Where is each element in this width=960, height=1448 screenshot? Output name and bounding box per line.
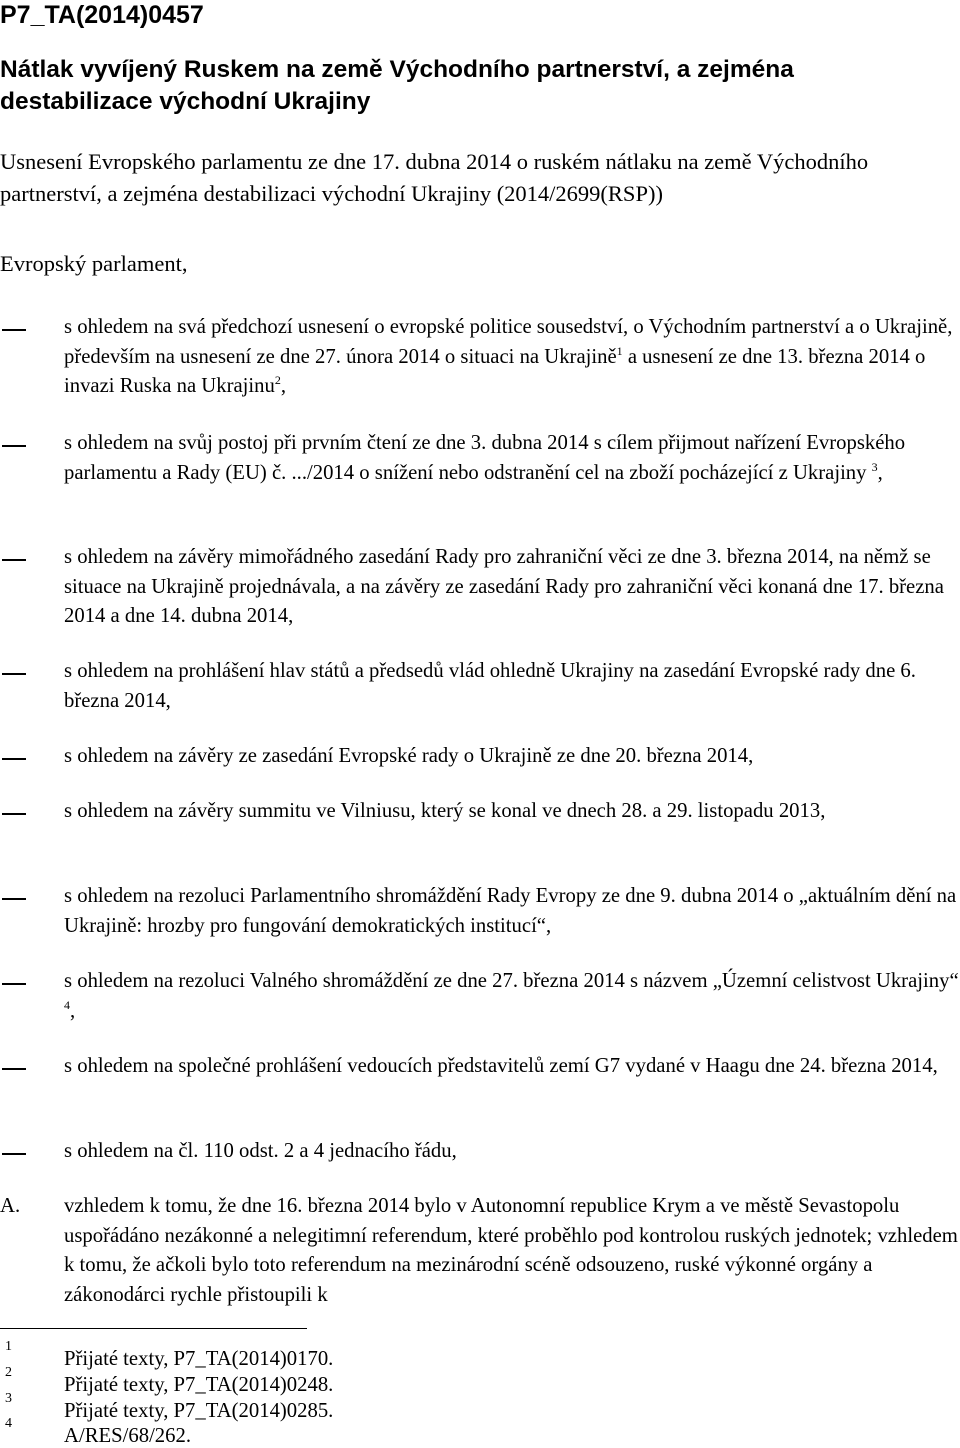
footnote-text: A/RES/68/262. (64, 1425, 192, 1447)
footnote-ref: 2 (274, 373, 281, 388)
document-id: P7_TA(2014)0457 (0, 1, 204, 29)
citation-text: s ohledem na svůj postoj při prvním čtení ze dne 3. dubna 2014 s cílem přijmout nařízení Evropského parlamentu a Rady (EU) č. .../2014 o snížení nebo odstranění cel na zboží pocházející z Ukrajiny $^3$, (64, 432, 906, 484)
dash-bullet (0, 429, 30, 461)
document-title: Nátlak vyvíjený Ruskem na země Východního partnerství, a zejména destabilizace východní Ukrajiny (0, 56, 794, 115)
footnote-number: 1 (5, 1339, 12, 1354)
citation-text: s ohledem na společné prohlášení vedoucích představitelů zemí G7 vydané v Haagu dne 24. března 2014, (64, 1055, 938, 1077)
citation-text: s ohledem na rezoluci Parlamentního shromáždění Rady Evropy ze dne 9. dubna 2014 o „aktuálním dění na Ukrajině: hrozby pro fungování demokratických institucí“, (64, 885, 957, 937)
dash-bullet (0, 967, 30, 999)
dash-bullet (0, 797, 30, 829)
footnote-text: Přijaté texty, P7_TA(2014)0248. (64, 1374, 334, 1396)
citation-text: s ohledem na čl. 110 odst. 2 a 4 jednacího řádu, (64, 1140, 457, 1162)
intro-line: Evropský parlament, (0, 251, 188, 276)
footnote-ref: 1 (616, 343, 623, 358)
footnote-text: Přijaté texty, P7_TA(2014)0170. (64, 1348, 334, 1370)
citation-text: s ohledem na rezoluci Valného shromáždění ze dne 27. března 2014 s názvem „Územní celistvost Ukrajiny“ $^4$, (64, 970, 959, 1022)
footnote-number: 4 (5, 1416, 12, 1431)
citation-text: s ohledem na závěry ze zasedání Evropské rady o Ukrajině ze dne 20. března 2014, (64, 745, 754, 767)
footnote-text: Přijaté texty, P7_TA(2014)0285. (64, 1400, 334, 1422)
citation-text: s ohledem na závěry mimořádného zasedání Rady pro zahraniční věci ze dne 3. března 2014, na němž se situace na Ukrajině projednávala, a na závěry ze zasedání Rady pro zahraniční věci konaná dne 17. března 2014 a dne 14. dubna 2014, (64, 546, 944, 627)
footnote (0, 1391, 600, 1423)
footnote-number: 3 (5, 1391, 12, 1406)
citation-text: s ohledem na prohlášení hlav států a předsedů vlád ohledně Ukrajiny na zasedání Evropské rady dne 6. března 2014, (64, 660, 916, 712)
dash-bullet (0, 543, 30, 575)
footnote-separator (0, 1328, 307, 1329)
dash-bullet (0, 313, 30, 345)
dash-bullet (0, 742, 30, 774)
citation-text: s ohledem na svá předchozí usnesení o evropské politice sousedství, o Východním partnerství a o Ukrajině, především na usnesení ze dne 27. února 2014 o situaci na Ukrajině$^1$ a usnesení ze dne 13. března 2014 o invazi Ruska na Ukrajinu$^2$, (64, 316, 953, 397)
footnote (0, 1416, 600, 1448)
resolution-heading: Usnesení Evropského parlamentu ze dne 17. dubna 2014 o ruském nátlaku na země Východního partnerství, a zejména destabilizaci východní Ukrajiny (2014/2699(RSP)) (0, 149, 869, 206)
footnote-ref: 3 (871, 459, 878, 474)
recital-marker: A. (0, 1195, 21, 1217)
footnote-ref: 4 (64, 997, 70, 1012)
dash-bullet (0, 657, 30, 689)
footnote (0, 1365, 600, 1397)
footnote-number: 2 (5, 1365, 12, 1380)
footnote (0, 1339, 600, 1371)
dash-bullet (0, 1052, 30, 1084)
recital-text: vzhledem k tomu, že dne 16. března 2014 bylo v Autonomní republice Krym a ve městě Sevastopolu uspořádáno nezákonné a nelegitimní referendum, které proběhlo pod kontrolou ruských jednotek; vzhledem k tomu, že ačkoli bylo toto referendum na mezinárodní scéně odsouzeno, ruské výkonné orgány a zákonodárci rychle přistoupili k (64, 1195, 958, 1306)
citation-text: s ohledem na závěry summitu ve Vilniusu, který se konal ve dnech 28. a 29. listopadu 2013, (64, 800, 826, 822)
dash-bullet (0, 1137, 30, 1169)
dash-bullet (0, 882, 30, 914)
